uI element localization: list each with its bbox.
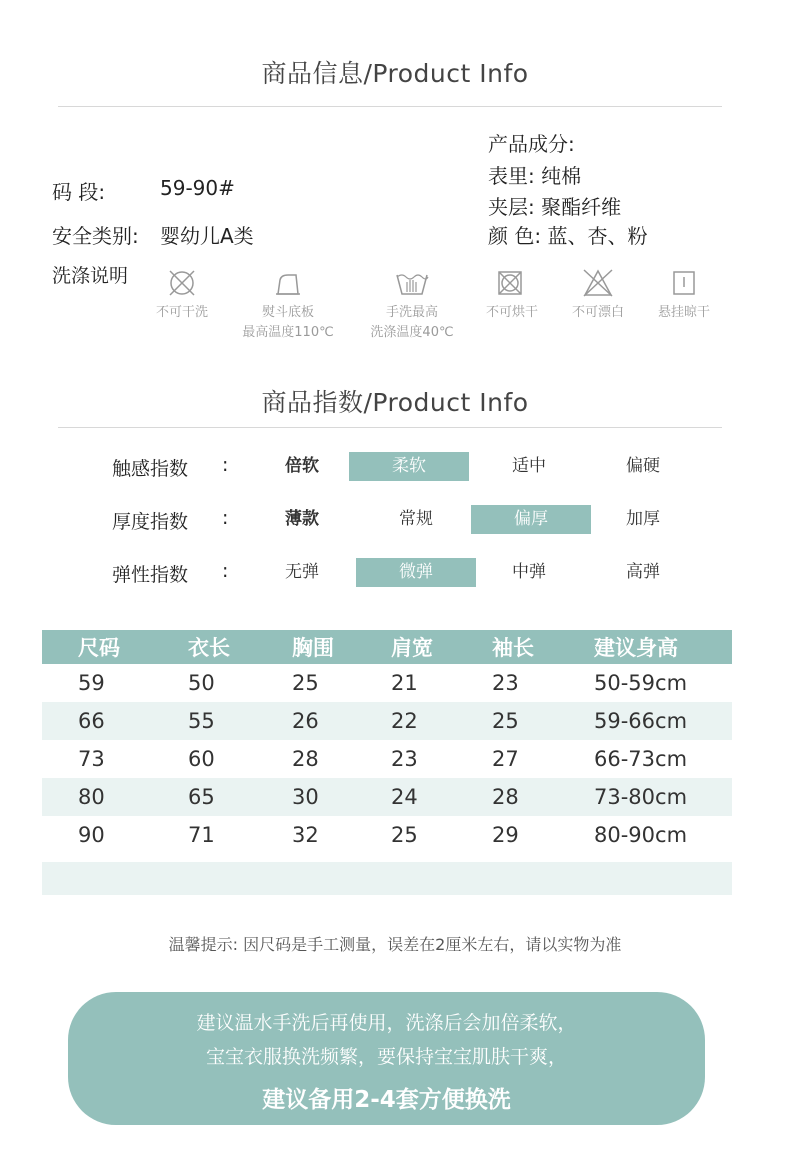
cell-sleeve: 28 <box>492 778 594 816</box>
hang-dry-icon <box>664 266 704 304</box>
table-footer-band <box>42 862 732 895</box>
cell-shoulder: 23 <box>391 747 418 771</box>
table-row <box>42 816 732 854</box>
cell-sleeve: 27 <box>492 747 519 771</box>
header-height: 建议身高 <box>594 630 732 664</box>
header-sleeve: 袖长 <box>492 630 594 664</box>
cell-sleeve: 29 <box>492 823 519 847</box>
cell-length: 55 <box>188 702 292 740</box>
composition-title: 产品成分: <box>488 132 575 156</box>
cell-shoulder: 24 <box>391 778 492 816</box>
cell-height: 50-59cm <box>594 671 688 695</box>
softness-option-soft-selected: 柔软 <box>349 452 469 481</box>
thickness-option-extra-thick: 加厚 <box>626 509 660 529</box>
header-shoulder: 肩宽 <box>391 630 492 664</box>
wash-instructions-label: 洗涤说明 <box>52 265 129 287</box>
outer-fabric: 表里: 纯棉 <box>488 164 582 188</box>
care-label-hand-wash-1: 手洗最高 <box>385 305 438 320</box>
softness-option-firm: 偏硬 <box>626 456 660 476</box>
elasticity-index-label: 弹性指数 <box>112 564 189 586</box>
thickness-index-label: 厚度指数 <box>112 511 189 533</box>
safety-category-value: 婴幼儿A类 <box>160 224 254 248</box>
elasticity-colon: : <box>222 560 229 582</box>
softness-option-extra-soft: 倍软 <box>285 456 319 476</box>
thickness-colon: : <box>222 507 229 529</box>
cell-shoulder: 25 <box>391 823 418 847</box>
cell-length: 60 <box>188 747 215 771</box>
thickness-option-thin: 薄款 <box>285 509 319 529</box>
cell-size: 80 <box>42 778 188 816</box>
no-bleach-icon <box>578 266 618 304</box>
product-info-title: 商品信息/Product Info <box>261 59 529 88</box>
lining-fabric: 夹层: 聚酯纤维 <box>488 195 622 219</box>
elasticity-option-high: 高弹 <box>626 562 660 582</box>
advice-line-3: 建议备用2-4套方便换洗 <box>262 1087 511 1113</box>
washing-advice-banner <box>68 992 705 1125</box>
cell-shoulder: 22 <box>391 702 492 740</box>
measurement-tip: 温馨提示: 因尺码是手工测量，误差在2厘米左右，请以实物为准 <box>168 935 622 954</box>
table-row <box>42 664 732 702</box>
cell-length: 71 <box>188 823 215 847</box>
header-size: 尺码 <box>42 630 188 664</box>
size-table <box>42 630 732 854</box>
care-label-iron-2: 最高温度110℃ <box>242 325 334 340</box>
table-row <box>42 740 732 778</box>
safety-category-label: 安全类别: <box>52 224 139 248</box>
cell-height: 59-66cm <box>594 702 732 740</box>
softness-colon: : <box>222 454 229 476</box>
cell-chest: 25 <box>292 671 319 695</box>
title-divider <box>58 106 722 107</box>
care-label-no-dry-clean: 不可干洗 <box>155 305 208 320</box>
size-range-label: 码 段: <box>52 180 106 204</box>
cell-sleeve: 23 <box>492 671 519 695</box>
table-row <box>42 702 732 740</box>
elasticity-option-slight-selected: 微弹 <box>356 558 476 587</box>
care-label-iron-1: 熨斗底板 <box>261 305 314 320</box>
thickness-option-thick-selected: 偏厚 <box>471 505 591 534</box>
care-label-hang-dry: 悬挂晾干 <box>657 305 710 320</box>
cell-height: 66-73cm <box>594 747 688 771</box>
no-tumble-dry-icon <box>490 266 530 304</box>
product-index-title: 商品指数/Product Info <box>261 388 529 417</box>
elasticity-option-none: 无弹 <box>285 562 319 582</box>
cell-height: 80-90cm <box>594 823 688 847</box>
care-label-no-tumble-dry: 不可烘干 <box>485 305 538 320</box>
hand-wash-icon <box>392 266 432 304</box>
color-options: 颜 色: 蓝、杏、粉 <box>488 224 648 248</box>
cell-chest: 26 <box>292 702 391 740</box>
cell-length: 65 <box>188 778 292 816</box>
advice-line-1: 建议温水手洗后再使用，洗涤后会加倍柔软， <box>196 1012 577 1034</box>
cell-length: 50 <box>188 671 215 695</box>
cell-height: 73-80cm <box>594 778 732 816</box>
cell-chest: 30 <box>292 778 391 816</box>
cell-sleeve: 25 <box>492 702 594 740</box>
advice-line-2: 宝宝衣服换洗频繁，要保持宝宝肌肤干爽， <box>205 1046 567 1068</box>
iron-icon <box>268 266 308 304</box>
care-label-hand-wash-2: 洗涤温度40℃ <box>370 325 454 340</box>
cell-size: 73 <box>78 747 105 771</box>
table-row <box>42 778 732 816</box>
cell-shoulder: 21 <box>391 671 418 695</box>
header-chest: 胸围 <box>292 630 391 664</box>
softness-index-label: 触感指数 <box>112 458 189 480</box>
no-dry-clean-icon <box>162 266 202 304</box>
size-range-value: 59-90# <box>160 176 235 200</box>
cell-chest: 32 <box>292 823 319 847</box>
cell-size: 66 <box>42 702 188 740</box>
elasticity-option-medium: 中弹 <box>512 562 546 582</box>
thickness-option-regular: 常规 <box>399 509 433 529</box>
header-length: 衣长 <box>188 630 292 664</box>
softness-option-medium: 适中 <box>512 456 546 476</box>
size-table-header <box>42 630 732 664</box>
cell-size: 90 <box>78 823 105 847</box>
care-label-no-bleach: 不可漂白 <box>571 305 624 320</box>
index-divider <box>58 427 722 428</box>
cell-size: 59 <box>78 671 105 695</box>
cell-chest: 28 <box>292 747 319 771</box>
